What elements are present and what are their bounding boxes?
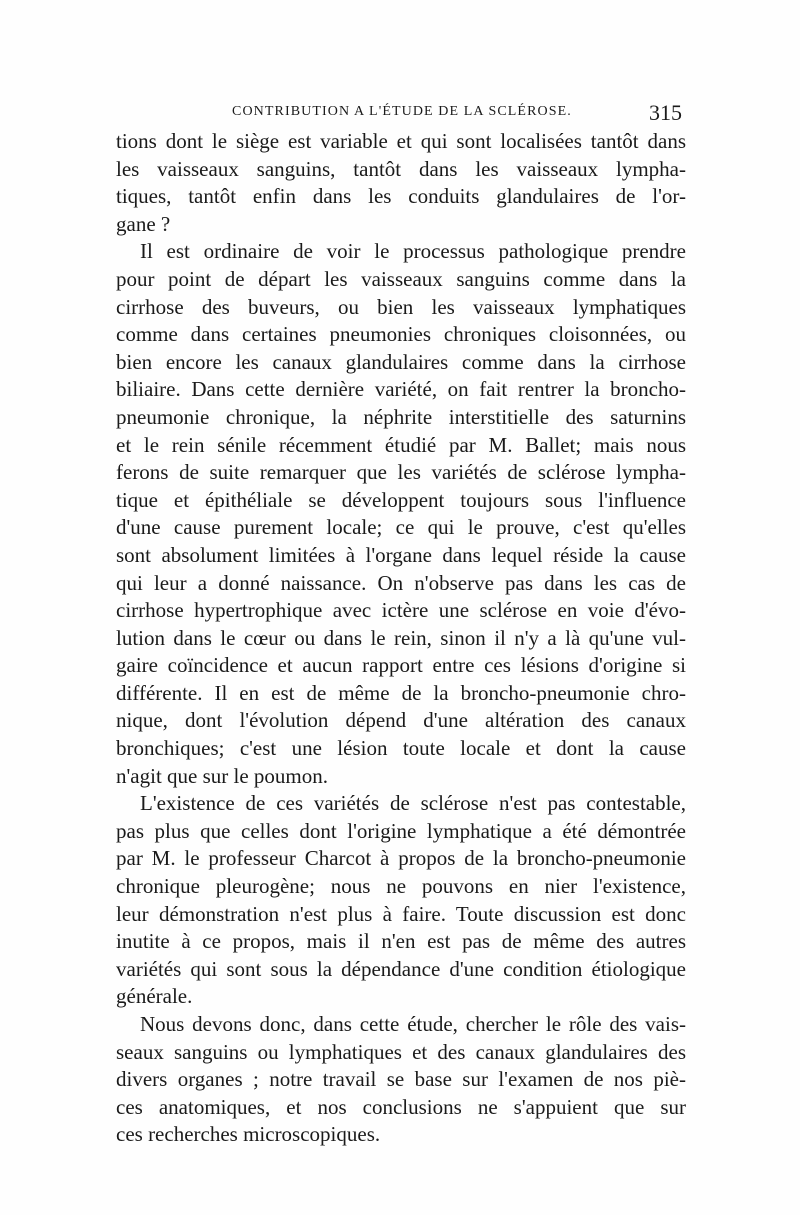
text-line: cirrhose des buveurs, ou bien les vaisseaux lymphatiques <box>116 294 686 319</box>
running-title: CONTRIBUTION A L'ÉTUDE DE LA SCLÉROSE. <box>232 104 572 119</box>
text-line: par M. le professeur Charcot à propos de la broncho-pneumonie <box>116 846 686 871</box>
text-line: L'existence de ces variétés de sclérose n'est pas contestable, <box>140 791 686 816</box>
text-line: variétés qui sont sous la dépendance d'une condition étiologique <box>116 956 686 981</box>
text-line: ces anatomiques, et nos conclusions ne s'appuient que sur <box>116 1094 686 1119</box>
text-line: tions dont le siège est variable et qui sont localisées tantôt dans <box>116 129 686 153</box>
text-line: sont absolument limitées à l'organe dans lequel réside la cause <box>116 542 686 567</box>
text-line: lution dans le cœur ou dans le rein, sinon il n'y a là qu'une vul- <box>116 625 686 650</box>
text-line: leur démonstration n'est plus à faire. Toute discussion est donc <box>116 901 686 926</box>
text-line: chronique pleurogène; nous ne pouvons en nier l'existence, <box>116 874 686 899</box>
text-line: pneumonie chronique, la néphrite interstitielle des saturnins <box>116 404 686 429</box>
page-header <box>232 100 682 124</box>
text-line: gane ? <box>116 211 171 236</box>
text-line: qui leur a donné naissance. On n'observe pas dans les cas de <box>116 570 686 595</box>
text-line: Il est ordinaire de voir le processus pathologique prendre <box>140 239 686 264</box>
text-line: tiques, tantôt enfin dans les conduits glandulaires de l'or- <box>116 184 686 209</box>
body-text <box>116 128 686 1149</box>
text-line: tique et épithéliale se développent toujours sous l'influence <box>116 487 686 512</box>
text-line: divers organes ; notre travail se base sur l'examen de nos piè- <box>116 1067 686 1092</box>
text-line: n'agit que sur le poumon. <box>116 763 328 788</box>
text-line: inutite à ce propos, mais il n'en est pas de même des autres <box>116 929 686 954</box>
text-line: comme dans certaines pneumonies chroniques cloisonnées, ou <box>116 322 686 347</box>
text-line: les vaisseaux sanguins, tantôt dans les vaisseaux lympha- <box>116 156 686 181</box>
page-number: 315 <box>649 100 682 125</box>
text-line: ferons de suite remarquer que les variétés de sclérose lympha- <box>116 460 686 485</box>
text-line: pour point de départ les vaisseaux sanguins comme dans la <box>116 266 686 291</box>
text-line: nique, dont l'évolution dépend d'une altération des canaux <box>116 708 686 733</box>
text-line: gaire coïncidence et aucun rapport entre ces lésions d'origine si <box>116 653 686 678</box>
text-line: bien encore les canaux glandulaires comme dans la cirrhose <box>116 349 686 374</box>
text-line: Nous devons donc, dans cette étude, chercher le rôle des vais- <box>140 1012 686 1036</box>
text-line: seaux sanguins ou lymphatiques et des canaux glandulaires des <box>116 1039 686 1064</box>
text-line: ces recherches microscopiques. <box>116 1122 381 1147</box>
text-line: cirrhose hypertrophique avec ictère une sclérose en voie d'évo- <box>116 598 686 623</box>
text-line: biliaire. Dans cette dernière variété, on fait rentrer la broncho- <box>116 377 686 402</box>
text-line: différente. Il en est de même de la broncho-pneumonie chro- <box>116 680 686 705</box>
text-line: et le rein sénile récemment étudié par M. Ballet; mais nous <box>116 432 686 457</box>
text-line: bronchiques; c'est une lésion toute locale et dont la cause <box>116 736 686 761</box>
text-line: d'une cause purement locale; ce qui le prouve, c'est qu'elles <box>116 515 686 540</box>
text-line: générale. <box>116 984 193 1009</box>
text-line: pas plus que celles dont l'origine lymphatique a été démontrée <box>116 818 686 843</box>
